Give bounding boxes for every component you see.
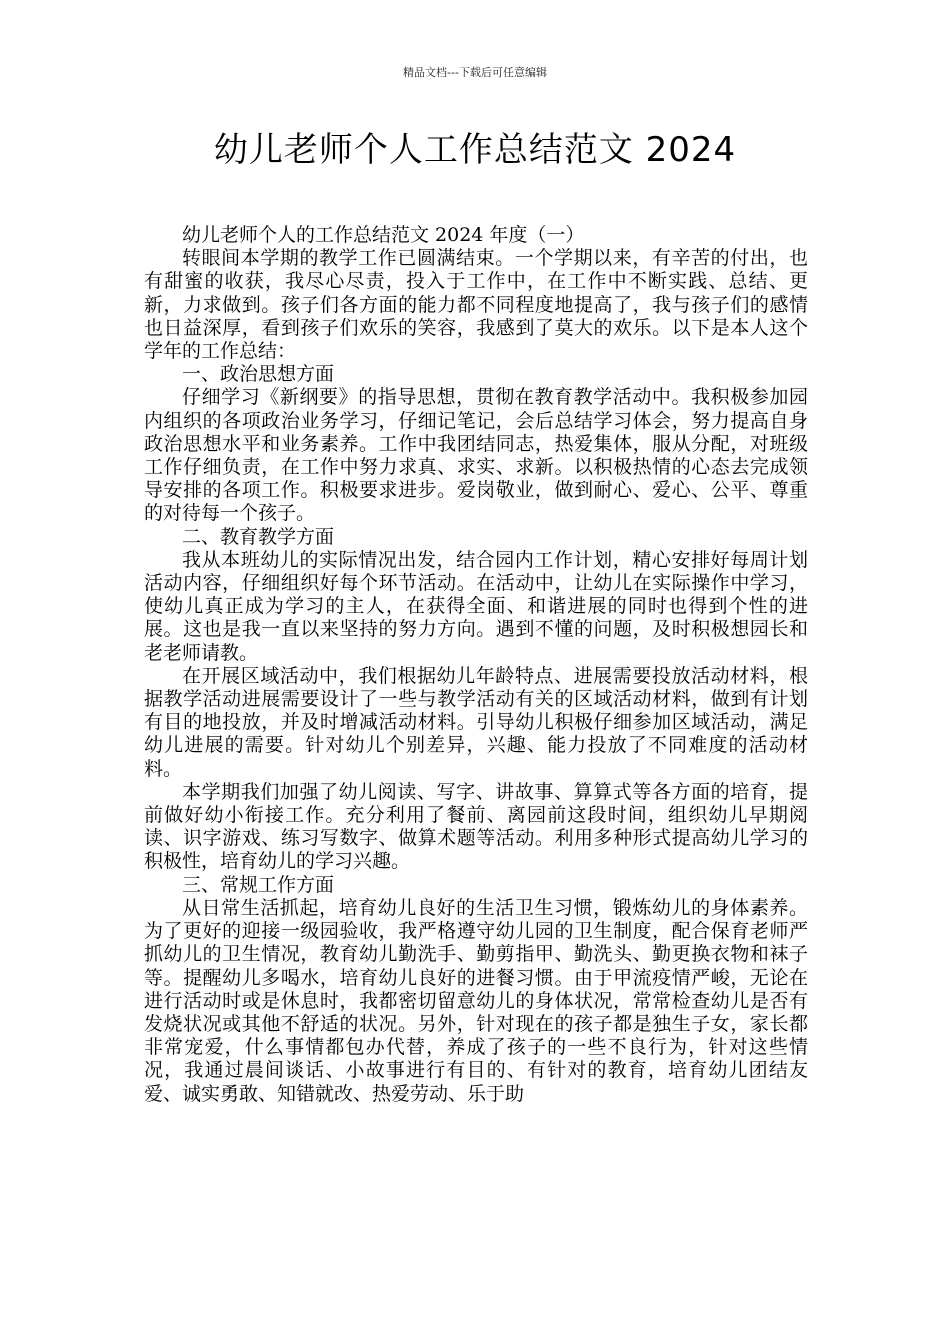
section-heading-teaching: 二、教育教学方面 <box>182 525 335 548</box>
teaching-paragraph-2: 在开展区域活动中，我们根据幼儿年龄特点、进展需要投放活动材料，根据教学活动进展需要设计了一些与教学活动有关的区域活动材料，做到有计划有目的地投放，并及时增减活动材料。引导幼儿积极仔细参加区域活动，满足幼儿进展的需要。针对幼儿个别差异，兴趣、能力投放了不同难度的活动材料。 <box>144 664 808 780</box>
document-body <box>144 224 808 1106</box>
section-heading-politics: 一、政治思想方面 <box>182 363 335 386</box>
teaching-paragraph-3: 本学期我们加强了幼儿阅读、写字、讲故事、算算式等各方面的培育，提前做好幼小衔接工作。充分利用了餐前、离园前这段时间，组织幼儿早期阅读、识字游戏、练习写数字、做算术题等活动。利用多种形式提高幼儿学习的积极性，培育幼儿的学习兴趣。 <box>144 780 808 873</box>
section-heading-routine: 三、常规工作方面 <box>182 873 335 896</box>
header-note: 精品文档---下载后可任意编辑 <box>403 66 547 79</box>
page-title: 幼儿老师个人工作总结范文 2024 <box>213 130 737 170</box>
section-subtitle: 幼儿老师个人的工作总结范文 2024 年度（一） <box>182 224 585 246</box>
routine-paragraph: 从日常生活抓起，培育幼儿良好的生活卫生习惯，锻炼幼儿的身体素养。为了更好的迎接一级园验收，我严格遵守幼儿园的卫生制度，配合保育老师严抓幼儿的卫生情况，教育幼儿勤洗手、勤剪指甲、勤洗头、勤更换衣物和袜子等。提醒幼儿多喝水，培育幼儿良好的进餐习惯。由于甲流疫情严峻，无论在进行活动时或是休息时，我都密切留意幼儿的身体状况，常常检查幼儿是否有发烧状况或其他不舒适的状况。另外，针对现在的孩子都是独生子女，家长都非常宠爱，什么事情都包办代替，养成了孩子的一些不良行为，针对这些情况，我通过晨间谈话、小故事进行有目的、有针对的教育，培育幼儿团结友爱、诚实勇敢、知错就改、热爱劳动、乐于助 <box>144 896 808 1105</box>
teaching-paragraph-1: 我从本班幼儿的实际情况出发，结合园内工作计划，精心安排好每周计划活动内容，仔细组织好每个环节活动。在活动中，让幼儿在实际操作中学习，使幼儿真正成为学习的主人，在获得全面、和谐进展的同时也得到个性的进展。这也是我一直以来坚持的努力方向。遇到不懂的问题，及时积极想园长和老老师请教。 <box>144 548 808 664</box>
politics-paragraph: 仔细学习《新纲要》的指导思想，贯彻在教育教学活动中。我积极参加园内组织的各项政治业务学习，仔细记笔记，会后总结学习体会，努力提高自身政治思想水平和业务素养。工作中我团结同志，热爱集体，服从分配，对班级工作仔细负责，在工作中努力求真、求实、求新。以积极热情的心态去完成领导安排的各项工作。积极要求进步。爱岗敬业，做到耐心、爱心、公平、尊重的对待每一个孩子。 <box>144 386 808 525</box>
intro-paragraph: 转眼间本学期的教学工作已圆满结束。一个学期以来，有辛苦的付出，也有甜蜜的收获，我尽心尽责，投入于工作中，在工作中不断实践、总结、更新，力求做到。孩子们各方面的能力都不同程度地提高了，我与孩子们的感情也日益深厚，看到孩子们欢乐的笑容，我感到了莫大的欢乐。以下是本人这个学年的工作总结： <box>144 247 808 363</box>
